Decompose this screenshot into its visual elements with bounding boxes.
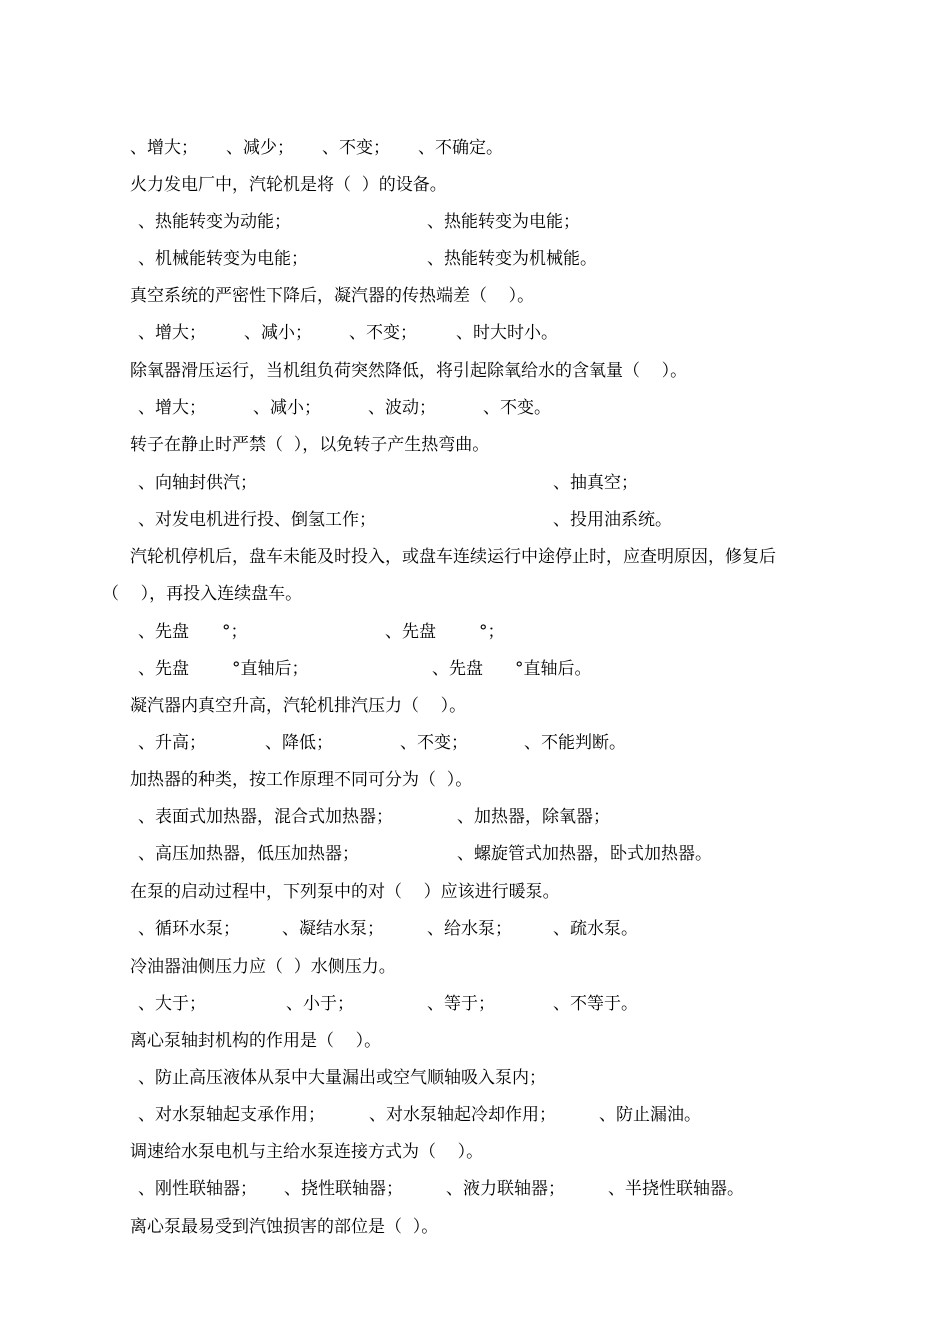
question-line: 在泵的启动过程中，下列泵中的对（ ）应该进行暖泵。 — [130, 882, 560, 902]
answer-option: 、先盘 — [385, 622, 436, 642]
answer-option: 、小于； — [286, 994, 354, 1014]
answer-option: 、不变。 — [483, 398, 551, 418]
answer-option: 、挠性联轴器； — [284, 1179, 403, 1199]
question-line: 转子在静止时严禁（ ），以免转子产生热弯曲。 — [130, 435, 490, 455]
answer-option: 、对水泵轴起支承作用； — [138, 1105, 325, 1125]
question-line: 真空系统的严密性下降后，凝汽器的传热端差（ ）。 — [130, 286, 535, 306]
answer-option: °直轴后； — [232, 659, 309, 679]
answer-option: 、机械能转变为电能； — [138, 249, 308, 269]
answer-option: 、增大； — [138, 323, 206, 343]
question-line: 离心泵最易受到汽蚀损害的部位是（ ）。 — [130, 1217, 439, 1237]
answer-option: 、凝结水泵； — [282, 919, 384, 939]
question-line: 火力发电厂中，汽轮机是将（ ）的设备。 — [130, 175, 447, 195]
answer-option: 、减小； — [244, 323, 312, 343]
answer-option: 、螺旋管式加热器，卧式加热器。 — [457, 844, 712, 864]
answer-option: 、向轴封供汽； — [138, 473, 257, 493]
answer-option: 、等于； — [427, 994, 495, 1014]
answer-option: 、防止漏油。 — [599, 1105, 701, 1125]
question-line: 调速给水泵电机与主给水泵连接方式为（ ）。 — [130, 1142, 484, 1162]
answer-option: 、抽真空； — [553, 473, 638, 493]
question-line: （ ），再投入连续盘车。 — [102, 584, 303, 604]
answer-option: 、刚性联轴器； — [138, 1179, 257, 1199]
answer-option: 、对发电机进行投、倒氢工作； — [138, 510, 376, 530]
answer-option: 、先盘 — [138, 659, 189, 679]
answer-option: 、热能转变为电能； — [427, 212, 580, 232]
question-line: 除氧器滑压运行，当机组负荷突然降低，将引起除氧给水的含氧量（ ）。 — [130, 361, 688, 381]
answer-option: 、疏水泵。 — [553, 919, 638, 939]
answer-option: 、半挠性联轴器。 — [608, 1179, 744, 1199]
answer-option: 、热能转变为机械能。 — [427, 249, 597, 269]
answer-option: 、加热器，除氧器； — [457, 807, 610, 827]
answer-option: 、液力联轴器； — [446, 1179, 565, 1199]
answer-option: 、先盘 — [432, 659, 483, 679]
answer-option: 、减小； — [253, 398, 321, 418]
answer-option: 、升高； — [138, 733, 206, 753]
answer-option: 、降低； — [265, 733, 333, 753]
answer-option: 、波动； — [368, 398, 436, 418]
answer-option: 、先盘 — [138, 622, 189, 642]
answer-option: 、增大； — [138, 398, 206, 418]
answer-option: 、高压加热器，低压加热器； — [138, 844, 359, 864]
answer-option: 、投用油系统。 — [553, 510, 672, 530]
question-line: 加热器的种类，按工作原理不同可分为（ ）。 — [130, 770, 473, 790]
answer-option: 、不能判断。 — [524, 733, 626, 753]
answer-option: 、大于； — [138, 994, 206, 1014]
question-line: 冷油器油侧压力应（ ）水侧压力。 — [130, 957, 396, 977]
answer-option: °直轴后。 — [515, 659, 592, 679]
answer-option: 、不变； — [349, 323, 417, 343]
answer-option: 、增大； — [130, 138, 198, 158]
answer-option: 、不变； — [322, 138, 390, 158]
answer-option: 、热能转变为动能； — [138, 212, 291, 232]
answer-option: °； — [222, 622, 248, 642]
answer-option: 、不确定。 — [418, 138, 503, 158]
answer-option: 、给水泵； — [427, 919, 512, 939]
answer-option: 、不变； — [400, 733, 468, 753]
answer-option: 、对水泵轴起冷却作用； — [369, 1105, 556, 1125]
answer-option: 、防止高压液体从泵中大量漏出或空气顺轴吸入泵内； — [138, 1068, 546, 1088]
answer-option: 、减少； — [226, 138, 294, 158]
question-line: 汽轮机停机后，盘车未能及时投入，或盘车连续运行中途停止时，应查明原因，修复后 — [130, 547, 776, 567]
answer-option: 、循环水泵； — [138, 919, 240, 939]
answer-option: 、表面式加热器，混合式加热器； — [138, 807, 393, 827]
question-line: 离心泵轴封机构的作用是（ ）。 — [130, 1031, 382, 1051]
answer-option: 、不等于。 — [553, 994, 638, 1014]
question-line: 凝汽器内真空升高，汽轮机排汽压力（ ）。 — [130, 696, 467, 716]
answer-option: 、时大时小。 — [456, 323, 558, 343]
answer-option: °； — [479, 622, 505, 642]
